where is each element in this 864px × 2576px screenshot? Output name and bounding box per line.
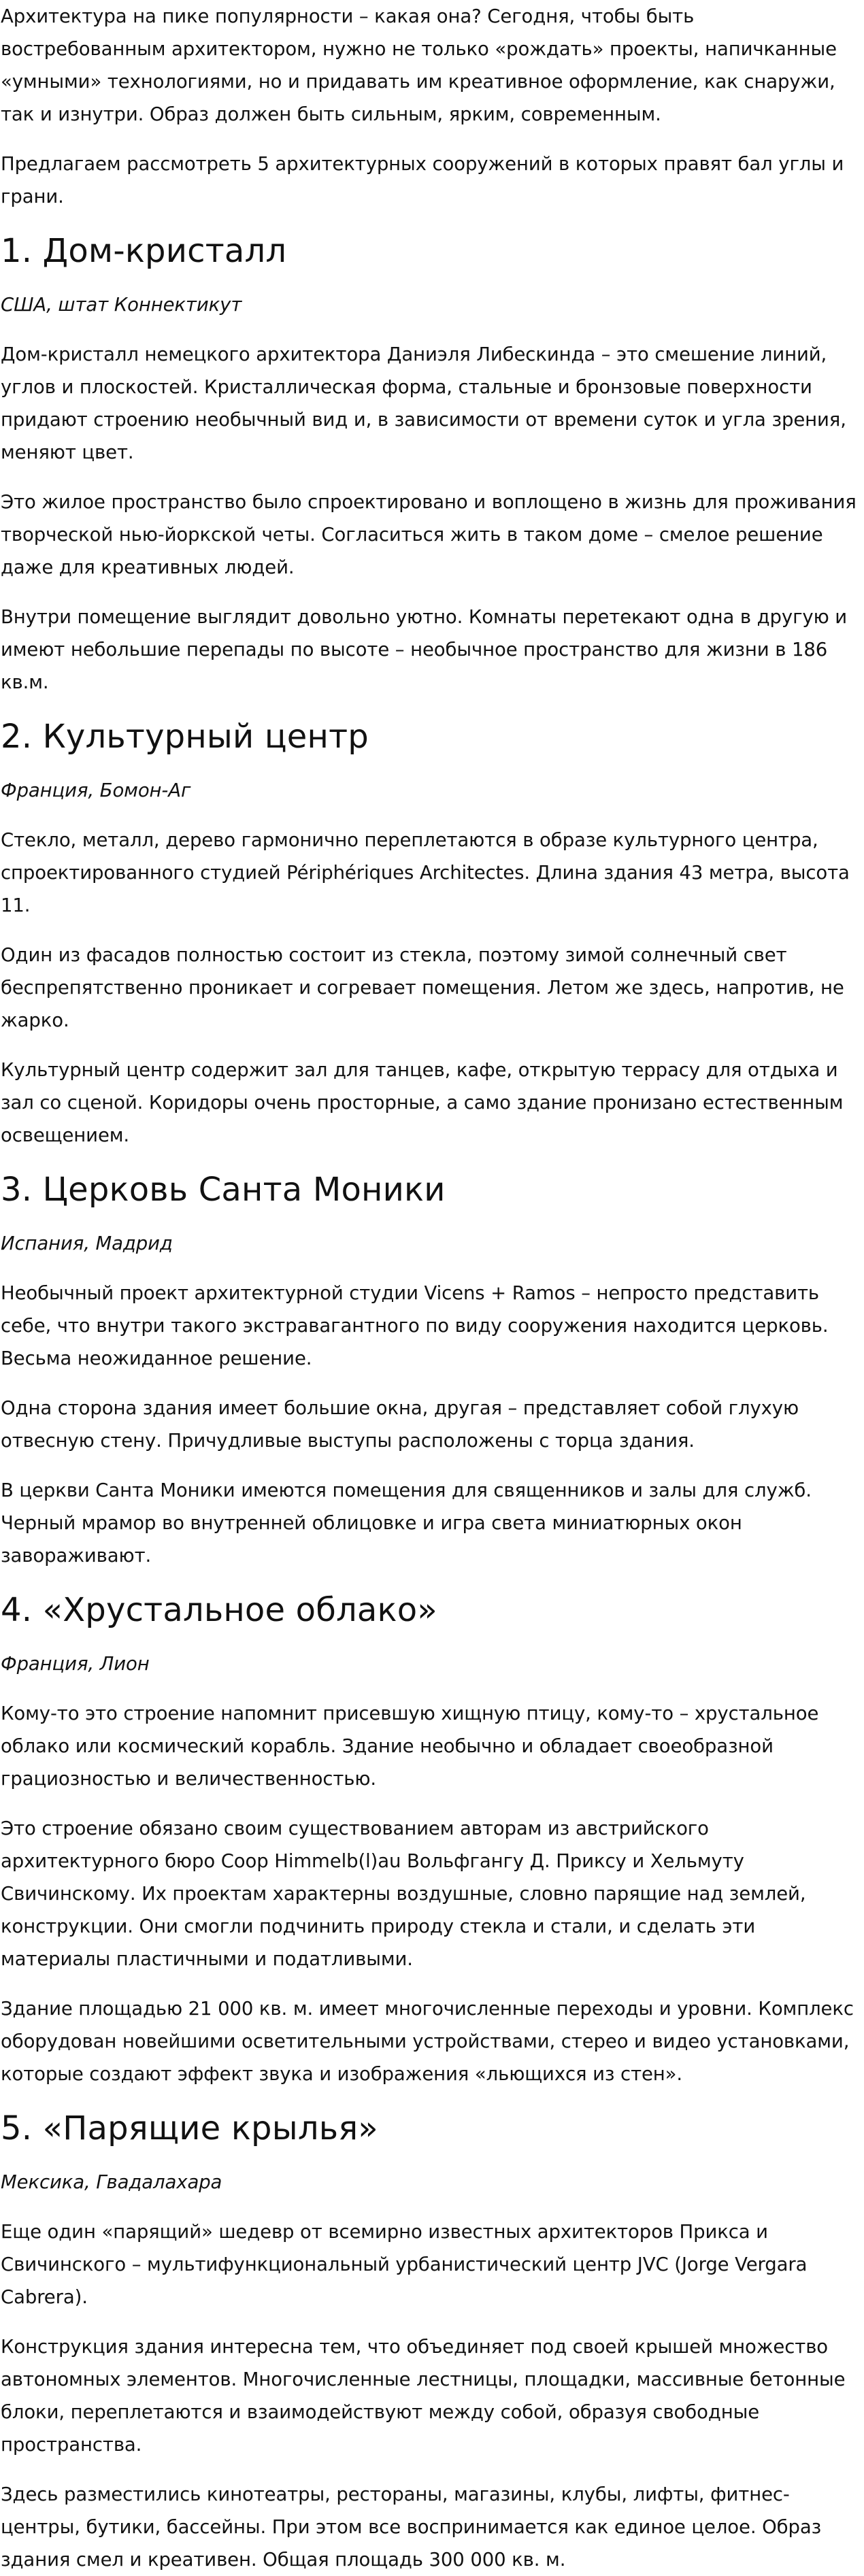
section-paragraph: Культурный центр содержит зал для танцев, кафе, открытую террасу для отдыха и зал со сценой. Коридоры очень просторные, а само здание пронизано естественным освещением. — [1, 1059, 844, 1146]
section-location: Мексика, Гвадалахара — [1, 2171, 222, 2193]
section-crystal-house — [1, 230, 863, 699]
section-paragraph: Еще один «парящий» шедевр от всемирно известных архитекторов Прикса и Свичинского – мультифункциональный урбанистический центр JVC (Jorge Vergara Cabrera). — [1, 2221, 808, 2308]
section-paragraph: Одна сторона здания имеет большие окна, другая – представляет собой глухую отвесную стену. Причудливые выступы расположены с торца здания. — [1, 1397, 799, 1452]
section-heading: 3. Церковь Санта Моники — [1, 1171, 446, 1209]
section-paragraph: Здесь разместились кинотеатры, рестораны, магазины, клубы, лифты, фитнес-центры, бутики, бассейны. При этом все воспринимается как единое целое. Образ здания смел и креативен. Общая площадь 300 000 кв. м. — [1, 2483, 822, 2571]
section-paragraph: Кому-то это строение напомнит присевшую хищную птицу, кому-то – хрустальное облако или космический корабль. Здание необычно и обладает своеобразной грациозностью и величественностью. — [1, 1703, 819, 1790]
section-paragraph: Внутри помещение выглядит довольно уютно. Комнаты перетекают одна в другую и имеют небольшие перепады по высоте – необычное пространство для жизни в 186 кв.м. — [1, 606, 848, 693]
section-paragraph: Стекло, металл, дерево гармонично переплетаются в образе культурного центра, спроектированного студией Périphériques Architectes. Длина здания 43 метра, высота 11. — [1, 829, 850, 916]
section-paragraph: Дом-кристалл немецкого архитектора Даниэля Либескинда – это смешение линий, углов и плоскостей. Кристаллическая форма, стальные и бронзовые поверхности придают строению необычный вид и, в зависимости от времени суток и угла зрения, меняют цвет. — [1, 344, 846, 463]
section-paragraph: Это строение обязано своим существованием авторам из австрийского архитектурного бюро Coop Himmelb(l)au Вольфгангу Д. Приксу и Хельмуту Свичинскому. Их проектам характерны воздушные, словно парящие над землей, конструкции. Они смогли подчинить природу стекла и стали, и сделать эти материалы пластичными и податливыми. — [1, 1818, 806, 1970]
section-cultural-center — [1, 716, 863, 1152]
section-paragraph: Здание площадью 21 000 кв. м. имеет многочисленные переходы и уровни. Комплекс оборудован новейшими осветительными устройствами, стерео и видео установками, которые создают эффект звука и изображения «льющихся из стен». — [1, 1998, 854, 2085]
section-crystal-cloud — [1, 1589, 863, 2090]
section-paragraph: Необычный проект архитектурной студии Vicens + Ramos – непросто представить себе, что внутри такого экстравагантного по виду сооружения находится церковь. Весьма неожиданное решение. — [1, 1282, 829, 1369]
section-heading: 1. Дом-кристалл — [1, 232, 287, 270]
section-santa-monica-church — [1, 1169, 863, 1572]
section-paragraph: Конструкция здания интересна тем, что объединяет под своей крышей множество автономных элементов. Многочисленные лестницы, площадки, массивные бетонные блоки, переплетаются и взаимодействуют между собой, образуя свободные пространства. — [1, 2336, 846, 2456]
section-paragraph: Это жилое пространство было спроектировано и воплощено в жизнь для проживания творческой нью-йоркской четы. Согласиться жить в таком доме – смелое решение даже для креативных людей. — [1, 491, 857, 578]
section-heading: 5. «Парящие крылья» — [1, 2109, 378, 2147]
section-floating-wings — [1, 2107, 863, 2576]
section-paragraph: В церкви Санта Моники имеются помещения для священников и залы для служб. Черный мрамор во внутренней облицовке и игра света миниатюрных окон завораживают. — [1, 1479, 812, 1567]
section-heading: 2. Культурный центр — [1, 718, 369, 756]
section-location: Франция, Лион — [1, 1653, 150, 1675]
section-location: США, штат Коннектикут — [1, 294, 242, 316]
section-paragraph: Один из фасадов полностью состоит из стекла, поэтому зимой солнечный свет беспрепятственно проникает и согревает помещения. Летом же здесь, напротив, не жарко. — [1, 944, 844, 1031]
intro-paragraph: Архитектура на пике популярности – какая она? Сегодня, чтобы быть востребованным архитектором, нужно не только «рождать» проекты, напичканные «умными» технологиями, но и придавать им креативное оформление, как снаружи, так и изнутри. Образ должен быть сильным, ярким, современным. — [1, 5, 837, 125]
intro-paragraph: Предлагаем рассмотреть 5 архитектурных сооружений в которых правят бал углы и грани. — [1, 153, 844, 207]
section-location: Франция, Бомон-Аг — [1, 780, 191, 801]
section-heading: 4. «Хрустальное облако» — [1, 1591, 437, 1629]
section-location: Испания, Мадрид — [1, 1233, 173, 1254]
